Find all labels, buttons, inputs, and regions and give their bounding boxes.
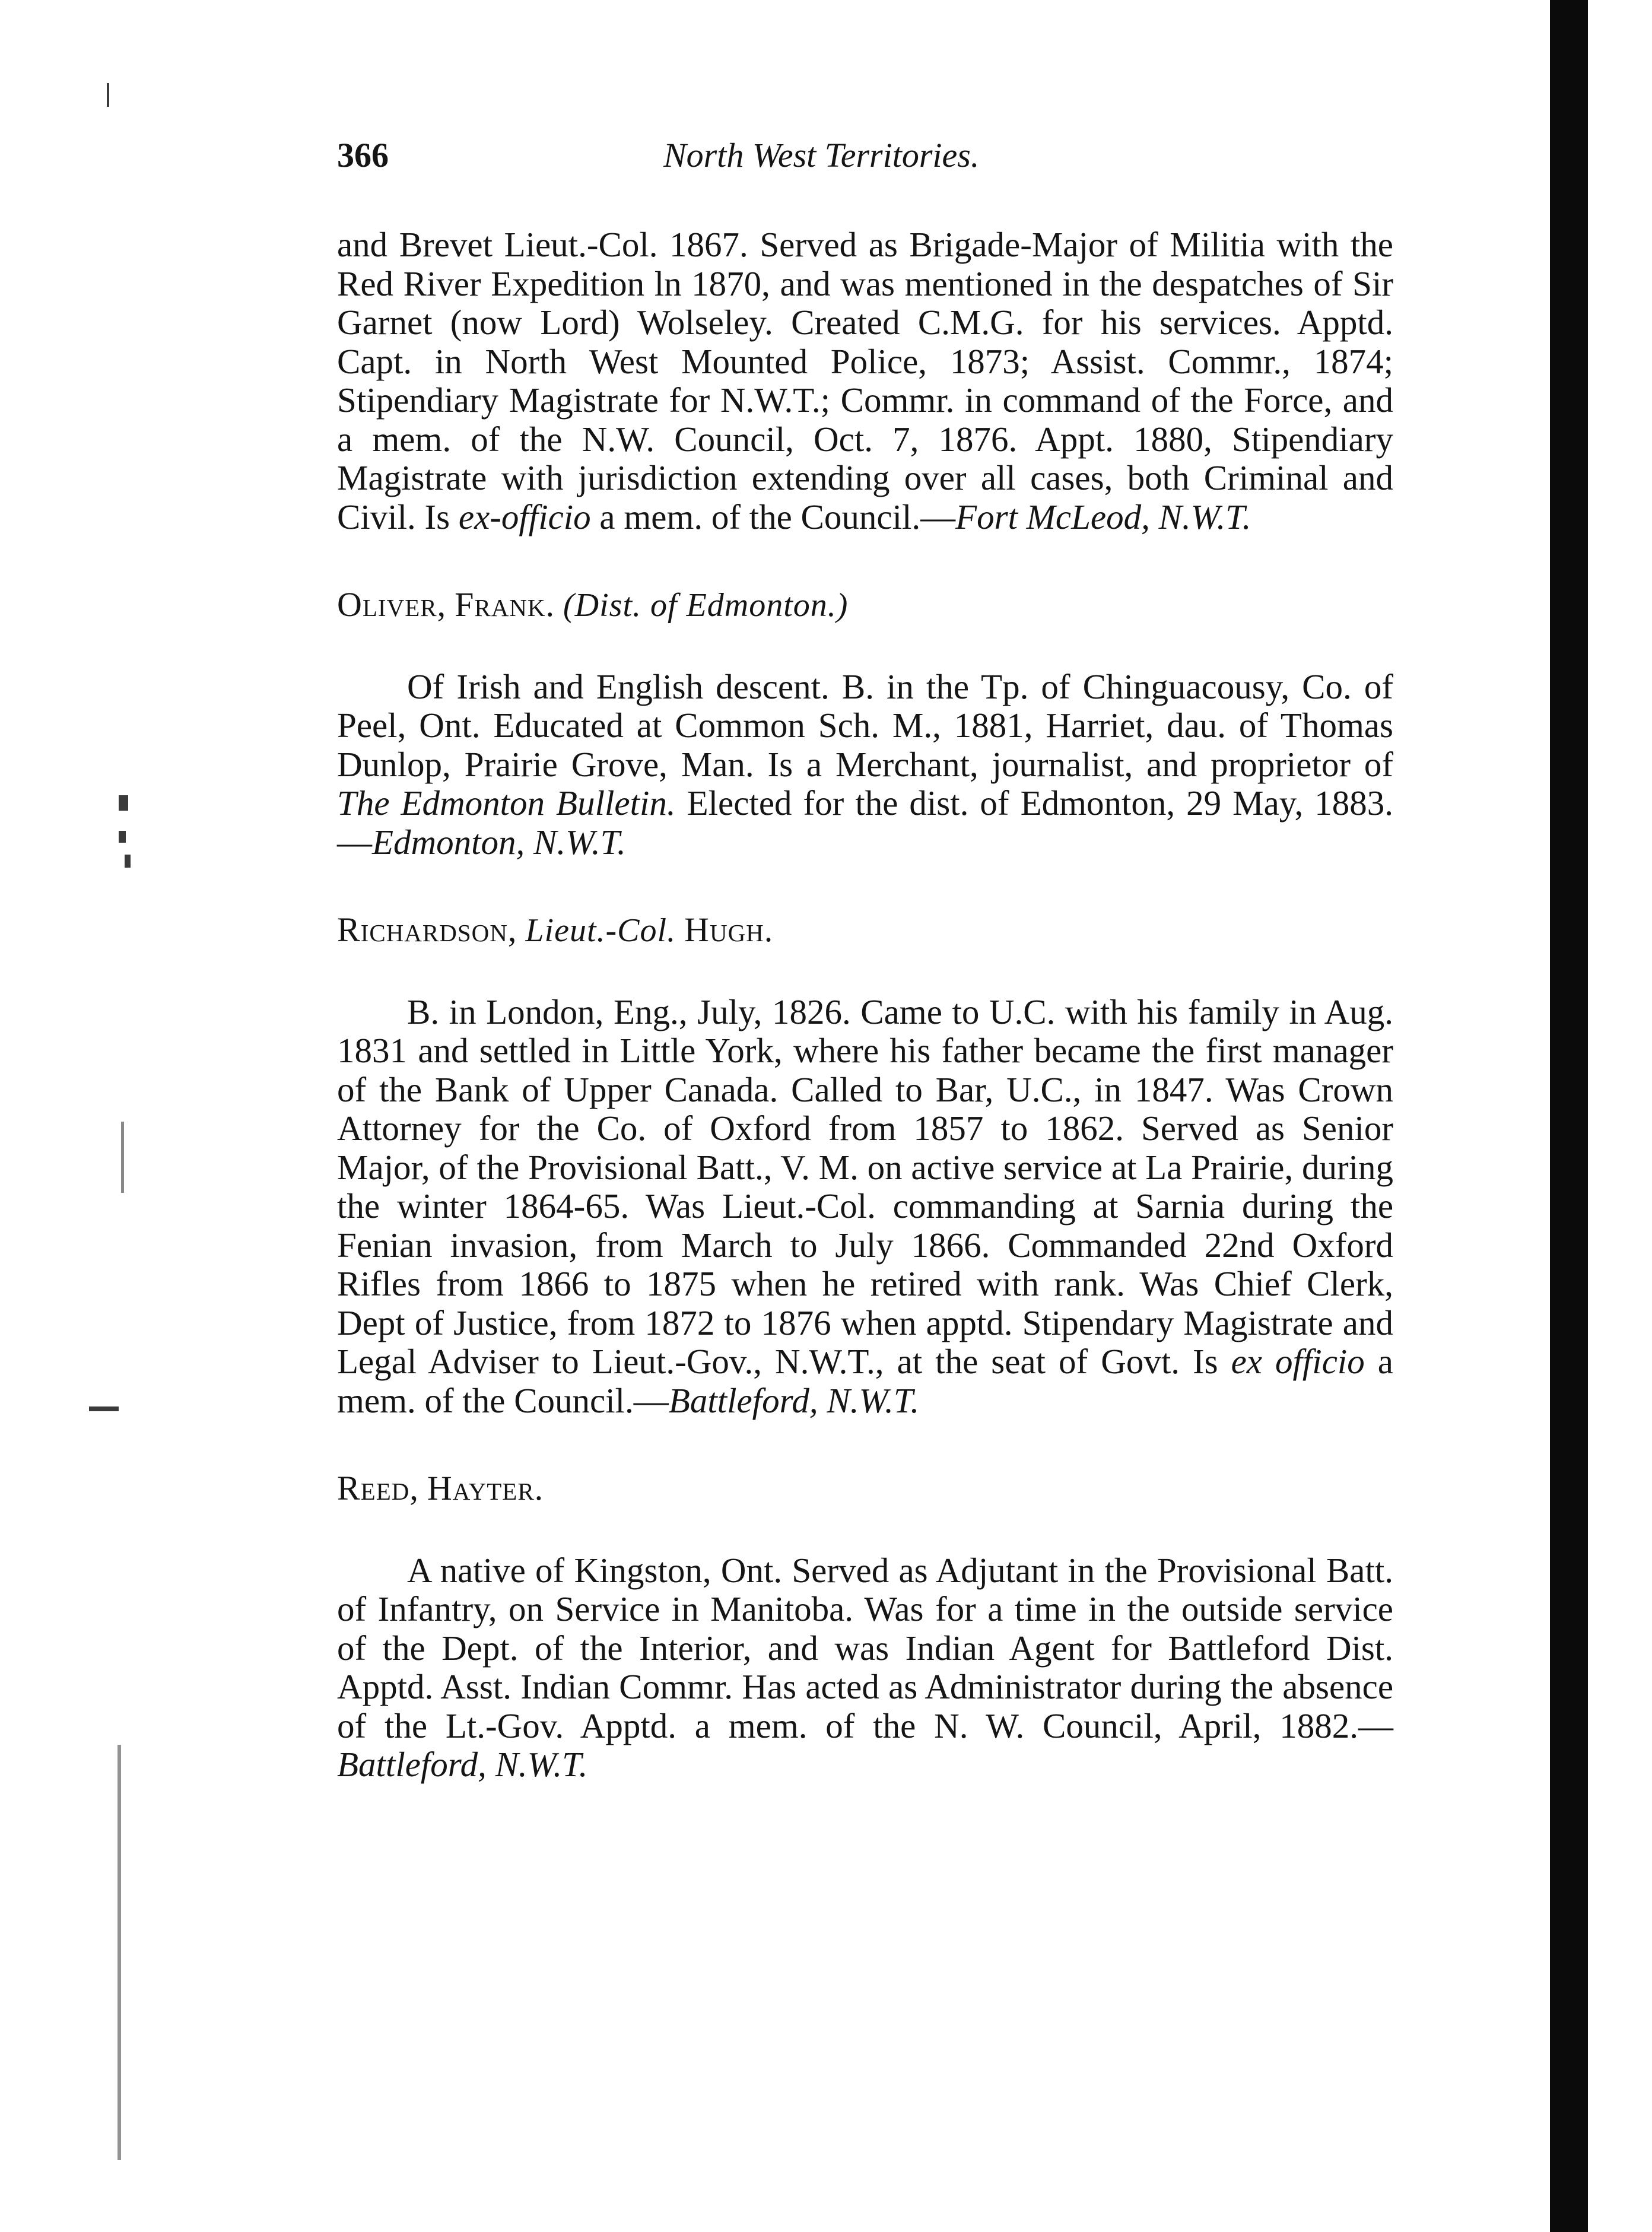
entry-given-name: Hugh. [684, 910, 774, 949]
page-number: 366 [337, 136, 389, 174]
entry-heading [337, 585, 1393, 626]
entry-paragraph: and Brevet Lieut.-Col. 1867. Served as Brigade-Major of Militia with the Red River Expedition ln 1870, and was mentioned in the despatches of Sir Garnet (now Lord) Wolseley. Created C.M.G. for his services. Apptd. Capt. in North West Mounted Police, 1873; Assist. Commr., 1874; Stipendiary Magistrate for N.W.T.; Commr. in command of the Force, and a mem. of the N.W. Council, Oct. 7, 1876. Appt. 1880, Stipendiary Magistrate with jurisdiction extending over all cases, both Criminal and Civil. Is ex-officio a mem. of the Council.—Fort McLeod, N.W.T. [337, 225, 1393, 536]
entry-heading [337, 910, 1393, 951]
entry-heading [337, 1469, 1393, 1510]
entry-paragraph: B. in London, Eng., July, 1826. Came to U.C. with his family in Aug. 1831 and settled in Little York, where his father became the first manager of the Bank of Upper Canada. Called to Bar, U.C., in 1847. Was Crown Attorney for the Co. of Oxford from 1857 to 1862. Served as Senior Major, of the Provisional Batt., V. M. on active service at La Prairie, during the winter 1864-65. Was Lieut.-Col. commanding at Sarnia during the Fenian invasion, from March to July 1866. Commanded 22nd Oxford Rifles from 1866 to 1875 when he retired with rank. Was Chief Clerk, Dept of Justice, from 1872 to 1876 when apptd. Stipendary Magistrate and Legal Adviser to Lieut.-Gov., N.W.T., at the seat of Govt. Is ex officio a mem. of the Council.—Battleford, N.W.T. [337, 992, 1393, 1420]
italic-run: The Edmonton Bulletin. [337, 783, 676, 823]
entry-surname: Reed, [337, 1469, 419, 1507]
running-title: North West Territories. [663, 136, 980, 174]
entry-surname: Richardson, [337, 910, 517, 949]
margin-specks [83, 83, 131, 2160]
binding-edge-shadow [1550, 0, 1588, 2232]
italic-run: ex-officio [458, 497, 591, 536]
italic-run: Battleford, N.W.T. [337, 1745, 588, 1784]
entry-district-note: (Dist. of Edmonton.) [563, 587, 849, 624]
italic-run: Edmonton, N.W.T. [372, 822, 626, 862]
page-header [337, 135, 1393, 189]
main-text [337, 226, 1393, 1785]
entry-given-name: Hayter. [427, 1469, 544, 1507]
entry-given-name: Frank. [455, 585, 555, 624]
entry-rank: Lieut.-Col. [525, 912, 676, 949]
italic-run: Fort McLeod, N.W.T. [955, 497, 1251, 536]
entry-paragraph: A native of Kingston, Ont. Served as Adjutant in the Provisional Batt. of Infantry, on Service in Manitoba. Was for a time in the outside service of the Dept. of the Interior, and was Indian Agent for Battleford Dist. Apptd. Asst. Indian Commr. Has acted as Administrator during the absence of the Lt.-Gov. Apptd. a mem. of the N. W. Council, April, 1882.—Battleford, N.W.T. [337, 1550, 1393, 1784]
entry-surname: Oliver, [337, 585, 447, 624]
italic-run: Battleford, N.W.T. [668, 1380, 920, 1420]
italic-run: ex officio [1231, 1342, 1365, 1381]
entry-paragraph: Of Irish and English descent. B. in the Tp. of Chinguacousy, Co. of Peel, Ont. Educated at Common Sch. M., 1881, Harriet, dau. of Thomas Dunlop, Prairie Grove, Man. Is a Merchant, journalist, and proprietor of The Edmonton Bulletin. Elected for the dist. of Edmonton, 29 May, 1883.—Edmonton, N.W.T. [337, 666, 1393, 862]
